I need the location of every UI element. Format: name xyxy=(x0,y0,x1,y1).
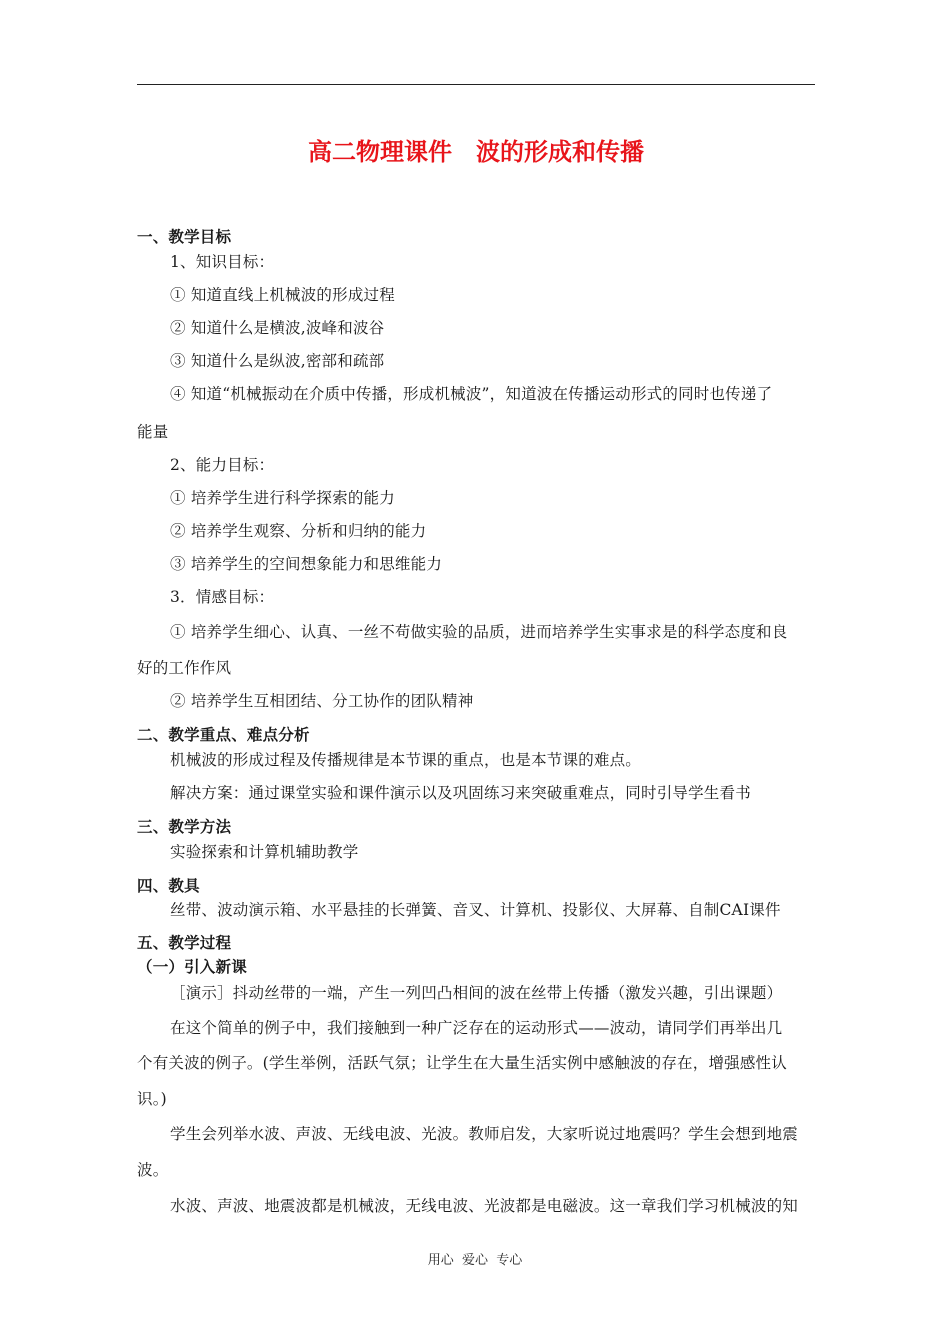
section-heading: 五、教学过程 xyxy=(137,934,232,952)
text-line: 学生会列举水波、声波、无线电波、光波。教师启发，大家听说过地震吗？学生会想到地震 xyxy=(170,1125,799,1143)
page-title: 高二物理课件 波的形成和传播 xyxy=(308,138,644,166)
text-line: 能量 xyxy=(137,423,169,441)
text-line: ［演示］抖动丝带的一端，产生一列凹凸相间的波在丝带上传播（激发兴趣，引出课题） xyxy=(170,984,783,1002)
text-line: 丝带、波动演示箱、水平悬挂的长弹簧、音叉、计算机、投影仪、大屏幕、自制CAI课件 xyxy=(170,901,781,919)
section-heading: （一）引入新课 xyxy=(137,958,247,976)
text-line: 2、能力目标： xyxy=(170,456,275,474)
text-line: 机械波的形成过程及传播规律是本节课的重点，也是本节课的难点。 xyxy=(170,751,642,769)
text-line: ④ 知道“机械振动在介质中传播，形成机械波”，知道波在传播运动形式的同时也传递了 xyxy=(170,385,773,403)
text-line: 波。 xyxy=(137,1161,169,1179)
text-line: 识。) xyxy=(137,1090,167,1108)
text-line: 3．情感目标： xyxy=(170,588,275,606)
section-heading: 二、教学重点、难点分析 xyxy=(137,726,310,744)
text-line: 解决方案：通过课堂实验和课件演示以及巩固练习来突破重难点，同时引导学生看书 xyxy=(170,784,751,802)
text-line: ① 培养学生细心、认真、一丝不苟做实验的品质，进而培养学生实事求是的科学态度和良 xyxy=(170,623,788,641)
text-line: 个有关波的例子。(学生举例，活跃气氛；让学生在大量生活实例中感触波的存在，增强感性认 xyxy=(137,1054,787,1072)
text-line: ② 培养学生观察、分析和归纳的能力 xyxy=(170,522,427,540)
text-line: ③ 培养学生的空间想象能力和思维能力 xyxy=(170,555,443,573)
text-line: 在这个简单的例子中，我们接触到一种广泛存在的运动形式——波动，请同学们再举出几 xyxy=(170,1019,783,1037)
text-line: 水波、声波、地震波都是机械波，无线电波、光波都是电磁波。这一章我们学习机械波的知 xyxy=(170,1197,799,1215)
page-footer: 用心 爱心 专心 xyxy=(427,1253,523,1268)
section-heading: 四、教具 xyxy=(137,877,200,895)
text-line: 1、知识目标： xyxy=(170,253,275,271)
text-line: ① 培养学生进行科学探索的能力 xyxy=(170,489,395,507)
text-line: ② 知道什么是横波,波峰和波谷 xyxy=(170,319,385,337)
header-rule xyxy=(137,84,815,85)
text-line: ② 培养学生互相团结、分工协作的团队精神 xyxy=(170,692,474,710)
text-line: 好的工作作风 xyxy=(137,659,232,677)
text-line: 实验探索和计算机辅助教学 xyxy=(170,843,359,861)
section-heading: 三、教学方法 xyxy=(137,818,232,836)
text-line: ① 知道直线上机械波的形成过程 xyxy=(170,286,395,304)
section-heading: 一、教学目标 xyxy=(137,228,232,246)
text-line: ③ 知道什么是纵波,密部和疏部 xyxy=(170,352,385,370)
